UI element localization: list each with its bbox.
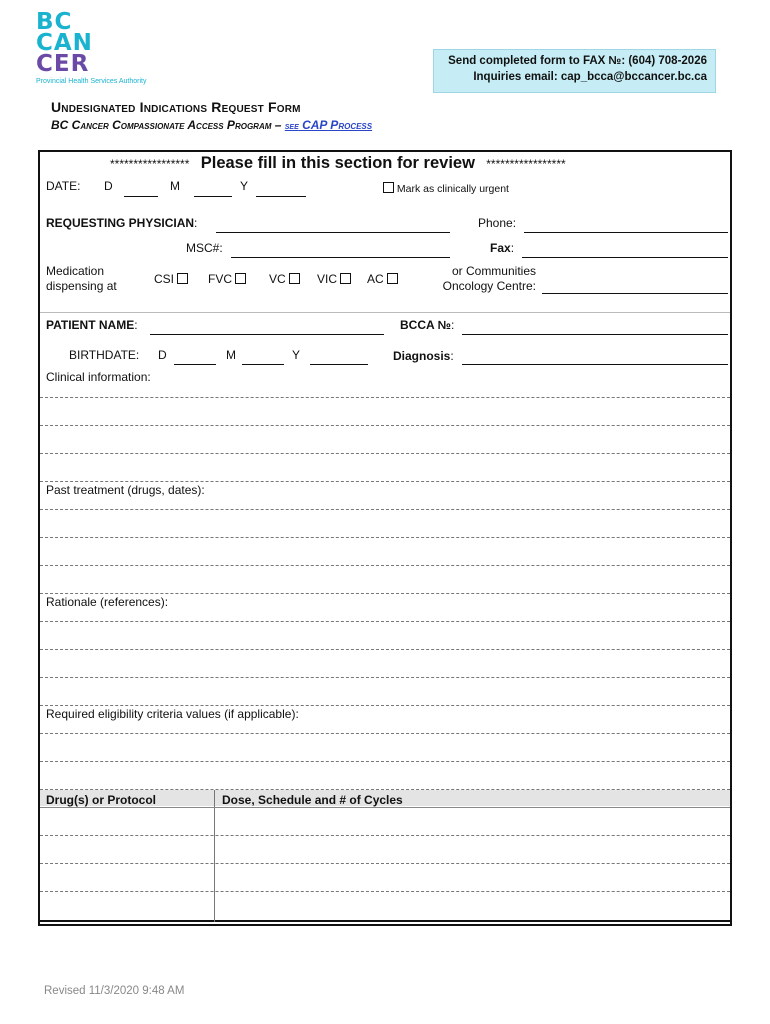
option-ac[interactable] [367,272,398,286]
communities-label-2: Oncology Centre: [442,279,536,293]
dispensing-label-2: dispensing at [46,279,117,293]
rationale-line-1[interactable] [40,621,730,622]
bc-cancer-logo [36,9,147,85]
patient-name-label: PATIENT NAME [46,318,135,332]
birth-day-field[interactable] [174,351,216,365]
logo-line-3: CER [36,51,90,77]
clinical-line-3[interactable] [40,453,730,454]
birth-year-field[interactable] [310,351,368,365]
form-title: Undesignated Indications Request Form [51,99,301,115]
past-line-3[interactable] [40,565,730,566]
table-line-1 [40,807,730,808]
diagnosis-label: Diagnosis [393,349,451,363]
patient-name-label-row [46,318,138,332]
past-treatment-label: Past treatment (drugs, dates): [46,483,205,497]
bcca-colon: : [450,318,455,332]
fax-field[interactable] [522,244,728,258]
option-csi[interactable] [154,272,188,286]
birth-month-field[interactable] [242,351,284,365]
cap-process-link[interactable] [285,118,372,132]
past-line-2[interactable] [40,537,730,538]
past-line-4[interactable] [40,593,730,594]
urgent-checkbox-row [380,182,509,195]
bcca-field[interactable] [462,321,728,335]
birthdate-label: BIRTHDATE: [69,348,140,362]
stars-left: ***************** [110,157,190,171]
date-d-label: D [104,179,113,193]
past-line-1[interactable] [40,509,730,510]
fax-colon: : [510,241,515,255]
communities-label [436,264,536,294]
option-vic-label: VIC [317,272,338,286]
section-heading-text: Please fill in this section for review [200,154,475,172]
logo-line-2: CAN [36,30,93,56]
diagnosis-field[interactable] [462,351,728,365]
option-fvc-checkbox[interactable] [235,273,246,284]
eligibility-line-2[interactable] [40,761,730,762]
drug-table-divider [214,790,215,922]
patient-name-field[interactable] [150,321,384,335]
phone-field[interactable] [524,219,728,233]
communities-label-1: or Communities [451,264,536,278]
table-row-1[interactable] [40,835,730,836]
bcca-label: BCCA № [400,318,451,332]
table-row-3[interactable] [40,891,730,892]
fax-line: Send completed form to FAX №: (604) 708-2026 [448,55,707,67]
option-csi-label: CSI [154,272,175,286]
patient-divider [40,312,730,313]
clinical-info-label: Clinical information: [46,370,151,384]
link-see: see [284,121,299,132]
rationale-line-4[interactable] [40,705,730,706]
urgent-label: Mark as clinically urgent [396,183,509,195]
revision-footer: Revised 11/3/2020 9:48 AM [44,985,185,997]
date-month-field[interactable] [194,183,232,197]
option-csi-checkbox[interactable] [177,273,188,284]
logo-line-1: BC [36,9,73,35]
urgent-checkbox[interactable] [383,182,394,193]
option-vic-checkbox[interactable] [340,273,351,284]
physician-colon: : [194,216,198,230]
date-y-label: Y [240,179,249,193]
link-cap-process: CAP Process [298,118,373,132]
option-ac-checkbox[interactable] [387,273,398,284]
oncology-centre-field[interactable] [542,280,728,294]
option-vic[interactable] [317,272,351,286]
birth-d-label: D [158,348,167,362]
fax-label: Fax [490,241,511,255]
dispensing-label [46,264,117,294]
date-day-field[interactable] [124,183,158,197]
clinical-line-2[interactable] [40,425,730,426]
msc-label: MSC#: [186,241,223,255]
date-m-label: M [170,179,180,193]
diagnosis-colon: : [450,349,454,363]
rationale-line-3[interactable] [40,677,730,678]
eligibility-line-1[interactable] [40,733,730,734]
bcca-label-row [400,318,454,332]
physician-name-field[interactable] [216,219,450,233]
option-vc-label: VC [269,272,286,286]
option-vc-checkbox[interactable] [289,273,300,284]
physician-label-row [46,216,197,230]
dispensing-label-1: Medication [46,264,105,278]
drug-col-header: Drug(s) or Protocol [46,793,156,807]
clinical-line-1[interactable] [40,397,730,398]
stars-right: ***************** [486,157,566,171]
clinical-line-4[interactable] [40,481,730,482]
diagnosis-label-row [393,349,454,363]
table-row-2[interactable] [40,863,730,864]
logo-subtitle: Provincial Health Services Authority [36,78,147,85]
date-year-field[interactable] [256,183,306,197]
msc-field[interactable] [231,244,450,258]
inquiries-line: Inquiries email: cap_bcca@bccancer.bc.ca [473,71,707,83]
option-vc[interactable] [269,272,300,286]
phone-label: Phone: [478,216,517,230]
option-ac-label: AC [367,272,384,286]
eligibility-label: Required eligibility criteria values (if applicable): [46,707,299,721]
form-subtitle [51,118,372,132]
section-heading [110,154,566,173]
option-fvc[interactable] [208,272,246,286]
rationale-label: Rationale (references): [46,595,169,609]
form-section-bottom [38,921,732,926]
fax-label-row [490,241,514,255]
birth-y-label: Y [292,348,301,362]
subtitle-text: BC Cancer Compassionate Access Program – [51,118,285,132]
fax-info-box [433,49,716,93]
physician-label: REQUESTING PHYSICIAN [46,216,195,230]
dose-col-header: Dose, Schedule and # of Cycles [222,793,403,807]
date-label: DATE: [46,179,81,193]
birth-m-label: M [226,348,236,362]
option-fvc-label: FVC [208,272,232,286]
rationale-line-2[interactable] [40,649,730,650]
patient-colon: : [134,318,138,332]
